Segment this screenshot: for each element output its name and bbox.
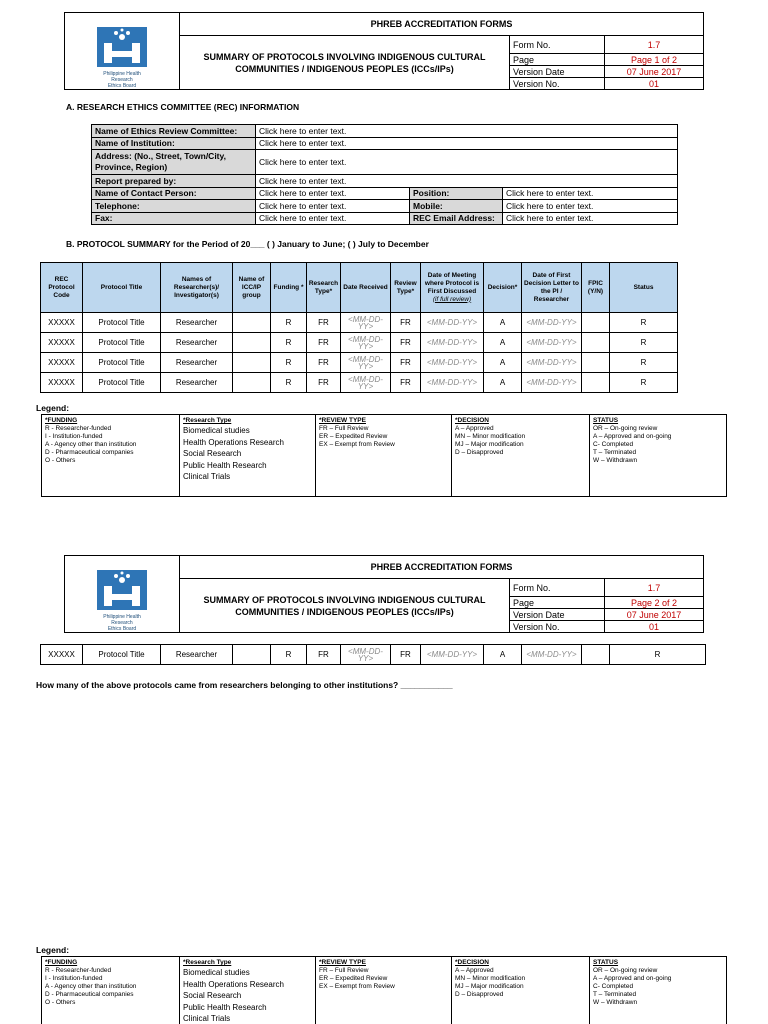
legend-review-type: *REVIEW TYPE FR – Full Review ER – Expedited Review EX – Exempt from Review <box>316 957 452 1024</box>
email-label: REC Email Address: <box>410 212 503 225</box>
col-icc: Name of ICC/IP group <box>233 263 271 313</box>
email-field[interactable]: Click here to enter text. <box>503 212 678 225</box>
version-no-label: Version No. <box>510 621 605 633</box>
legend-decision: *DECISION A – Approved MN – Minor modification MJ – Major modification D – Disapproved <box>452 415 590 497</box>
mobile-field[interactable]: Click here to enter text. <box>503 200 678 213</box>
fax-label: Fax: <box>92 212 256 225</box>
committee-field[interactable]: Click here to enter text. <box>256 125 678 138</box>
legend-review-type: *REVIEW TYPE FR – Full Review ER – Expedited Review EX – Exempt from Review <box>316 415 452 497</box>
phreb-logo: Philippine Health Research Ethics Board <box>92 568 152 620</box>
prepared-by-field[interactable]: Click here to enter text. <box>256 175 678 188</box>
table-row: XXXXX Protocol Title Researcher R FR <MM-DD-YY> FR <MM-DD-YY> A <MM-DD-YY> R <box>41 645 706 665</box>
mobile-label: Mobile: <box>410 200 503 213</box>
col-status: Status <box>610 263 678 313</box>
telephone-label: Telephone: <box>92 200 256 213</box>
legend-funding: *FUNDING R - Researcher-funded I - Institution-funded A - Agency other than institution D - Pharmaceutical companies O - Others <box>42 415 180 497</box>
page-label: Page <box>510 597 605 609</box>
col-review-type: Review Type* <box>391 263 421 313</box>
version-no-value: 01 <box>605 78 704 90</box>
logo-cell <box>65 13 180 90</box>
legend-table <box>41 956 727 1024</box>
version-date-label: Version Date <box>510 66 605 78</box>
contact-field[interactable]: Click here to enter text. <box>256 187 410 200</box>
version-date-value: 07 June 2017 <box>605 609 704 621</box>
org-title: PHREB ACCREDITATION FORMS <box>180 556 704 579</box>
table-row: XXXXX Protocol Title Researcher R FR <MM-DD-YY> FR <MM-DD-YY> A <MM-DD-YY> R <box>41 313 678 333</box>
col-researchers: Names of Researcher(s)/ Investigator(s) <box>161 263 233 313</box>
table-row: XXXXX Protocol Title Researcher R FR <MM-DD-YY> FR <MM-DD-YY> A <MM-DD-YY> R <box>41 353 678 373</box>
page-value: Page 2 of 2 <box>605 597 704 609</box>
table-row: XXXXX Protocol Title Researcher R FR <MM-DD-YY> FR <MM-DD-YY> A <MM-DD-YY> R <box>41 333 678 353</box>
legend-title: Legend: <box>36 403 70 413</box>
col-research-type: Research Type* <box>307 263 341 313</box>
address-label: Address: (No., Street, Town/City, Province, Region) <box>92 150 256 175</box>
col-fpic: FPIC (Y/N) <box>582 263 610 313</box>
page-label: Page <box>510 54 605 66</box>
form-no-label: Form No. <box>510 579 605 597</box>
phreb-logo: Philippine Health Research Ethics Board <box>92 25 152 77</box>
address-field[interactable]: Click here to enter text. <box>256 150 678 175</box>
legend-research-type: *Research Type Biomedical studies Health Operations Research Social Research Public Health Research Clinical Trials <box>180 415 316 497</box>
table-row: XXXXX Protocol Title Researcher R FR <MM-DD-YY> FR <MM-DD-YY> A <MM-DD-YY> R <box>41 373 678 393</box>
version-no-label: Version No. <box>510 78 605 90</box>
telephone-field[interactable]: Click here to enter text. <box>256 200 410 213</box>
version-date-value: 07 June 2017 <box>605 66 704 78</box>
position-field[interactable]: Click here to enter text. <box>503 187 678 200</box>
fax-field[interactable]: Click here to enter text. <box>256 212 410 225</box>
col-rec-code: REC Protocol Code <box>41 263 83 313</box>
col-funding: Funding * <box>271 263 307 313</box>
legend-status: STATUS OR – On-going review A – Approved and on-going C- Completed T – Terminated W – Withdrawn <box>590 957 727 1024</box>
rec-info-table <box>91 124 678 225</box>
version-date-label: Version Date <box>510 609 605 621</box>
version-no-value: 01 <box>605 621 704 633</box>
form-no-value: 1.7 <box>605 36 704 54</box>
protocol-table <box>40 262 678 393</box>
form-title: SUMMARY OF PROTOCOLS INVOLVING INDIGENOUS CULTURAL COMMUNITIES / INDIGENOUS PEOPLES (ICCs/IPs) <box>180 36 510 90</box>
legend-table <box>41 414 727 497</box>
section-a-title: A. RESEARCH ETHICS COMMITTEE (REC) INFORMATION <box>66 102 300 112</box>
col-date-meeting: Date of Meeting where Protocol is First Discussed (if full review) <box>421 263 484 313</box>
institution-label: Name of Institution: <box>92 137 256 150</box>
prepared-by-label: Report prepared by: <box>92 175 256 188</box>
col-date-received: Date Received <box>341 263 391 313</box>
legend-research-type: *Research Type Biomedical studies Health Operations Research Social Research Public Health Research Clinical Trials <box>180 957 316 1024</box>
form-no-value: 1.7 <box>605 579 704 597</box>
legend-funding: *FUNDING R - Researcher-funded I - Institution-funded A - Agency other than institution D - Pharmaceutical companies O - Others <box>42 957 180 1024</box>
col-title: Protocol Title <box>83 263 161 313</box>
legend-status: STATUS OR – On-going review A – Approved and on-going C- Completed T – Terminated W – Withdrawn <box>590 415 727 497</box>
institution-field[interactable]: Click here to enter text. <box>256 137 678 150</box>
col-date-letter: Date of First Decision Letter to the PI / Researcher <box>522 263 582 313</box>
legend-decision: *DECISION A – Approved MN – Minor modification MJ – Major modification D – Disapproved <box>452 957 590 1024</box>
form-title: SUMMARY OF PROTOCOLS INVOLVING INDIGENOUS CULTURAL COMMUNITIES / INDIGENOUS PEOPLES (ICCs/IPs) <box>180 579 510 633</box>
org-title: PHREB ACCREDITATION FORMS <box>180 13 704 36</box>
protocol-table-continued <box>40 644 706 665</box>
form-no-label: Form No. <box>510 36 605 54</box>
section-b-title: B. PROTOCOL SUMMARY for the Period of 20___ ( ) January to June; ( ) July to December <box>66 239 429 249</box>
legend-title: Legend: <box>36 945 70 955</box>
page-value: Page 1 of 2 <box>605 54 704 66</box>
col-decision: Decision* <box>484 263 522 313</box>
logo-cell <box>65 556 180 633</box>
position-label: Position: <box>410 187 503 200</box>
other-institutions-question: How many of the above protocols came from researchers belonging to other institutions? ___________ <box>36 680 453 690</box>
page1-header <box>64 12 704 90</box>
legend-clip <box>41 956 727 1024</box>
page2-header <box>64 555 704 633</box>
contact-label: Name of Contact Person: <box>92 187 256 200</box>
committee-label: Name of Ethics Review Committee: <box>92 125 256 138</box>
